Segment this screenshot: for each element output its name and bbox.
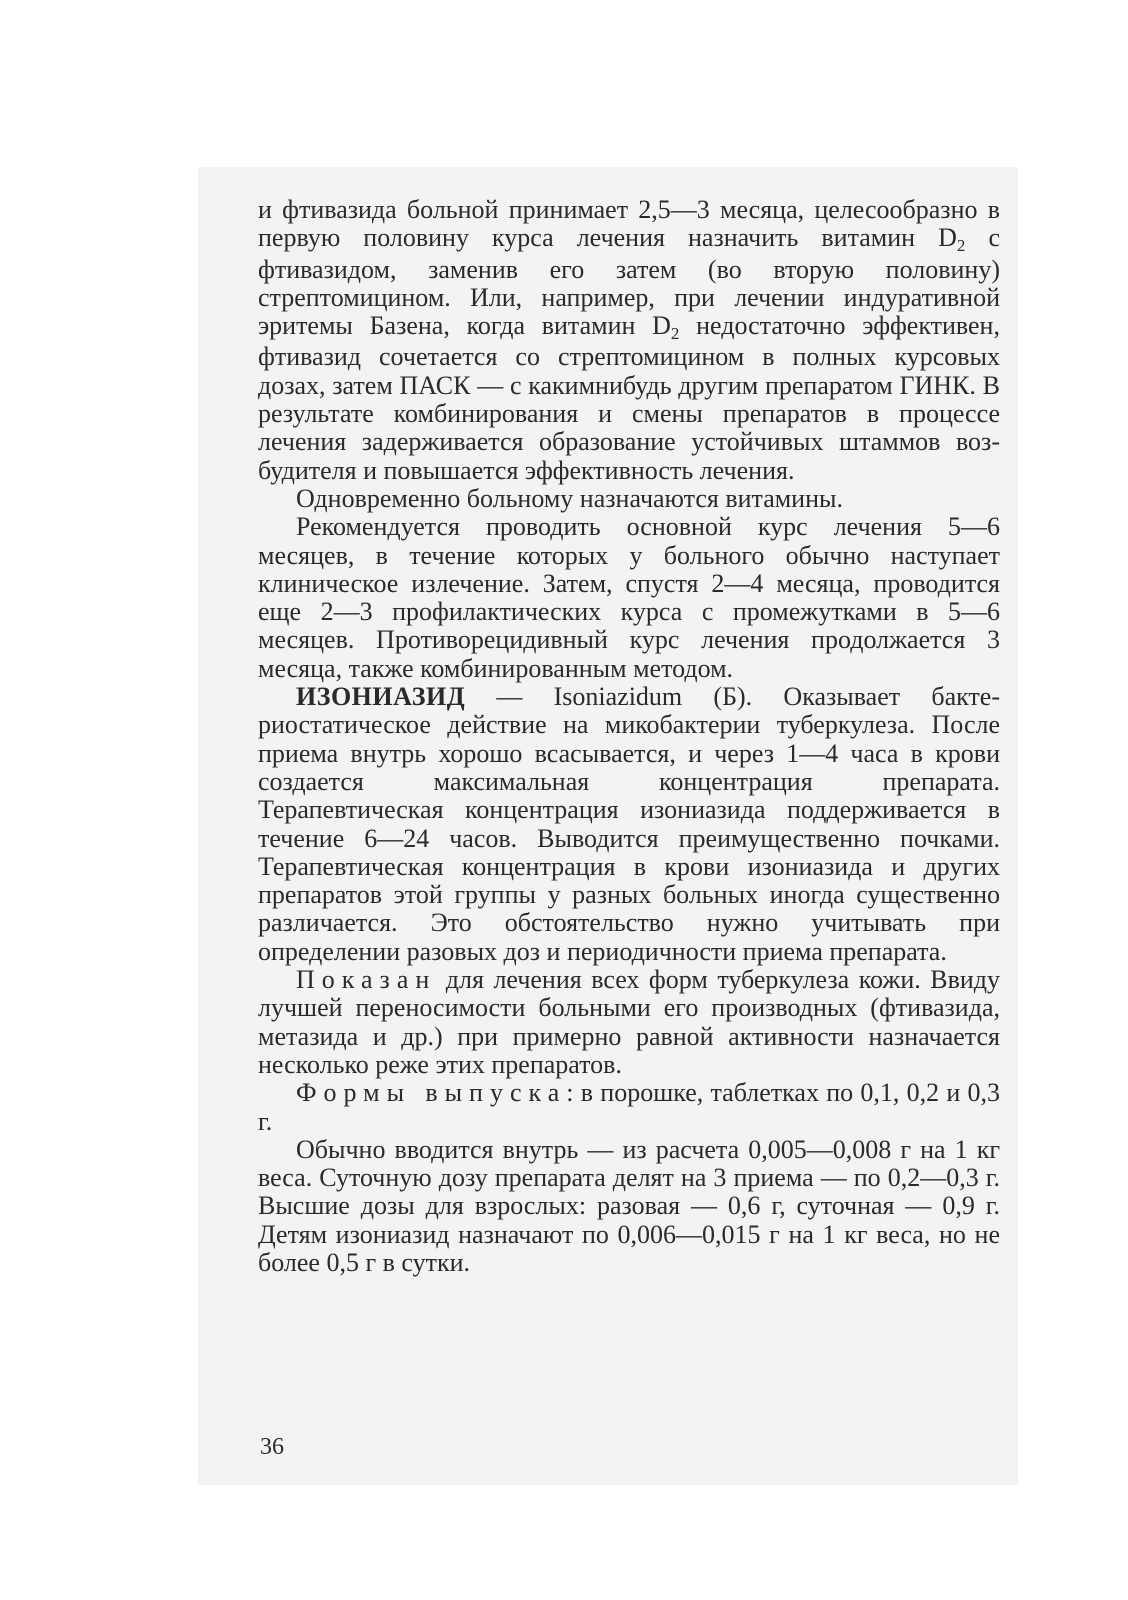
- page-number: 36: [260, 1434, 284, 1460]
- spaced-emphasis: Формы выпуска: [296, 1078, 567, 1108]
- body-text: [258, 196, 1000, 1277]
- paragraph: [258, 966, 1000, 1079]
- text-run: для лечения всех форм туберкулеза кожи. Ввиду лучшей переносимости больными его производных (фтивазида, метазида и др.) при примерно равной активности назначается несколько реже этих препаратов.: [258, 965, 1000, 1079]
- paragraph: [258, 485, 1000, 513]
- text-run: Одновременно больному назначаются витамины.: [296, 483, 843, 513]
- drug-name-heading: ИЗОНИАЗИД: [296, 682, 466, 712]
- text-run: : в порошке, таблетках по 0,1, 0,2 и 0,3 г.: [258, 1078, 1000, 1136]
- text-run: — Isoniazidum (Б). Оказывает бактериостатическое действие на микобактерии туберкулеза. После приема внутрь хорошо всасывается, и через 1—4 часа в крови создается максимальная концентрация препарата. Терапевтическая концентрация изониазида поддерживается в течение 6—24 часов. Выводится преимущественно почками. Терапевтическая концентрация в крови изониазида и других препаратов этой группы у разных больных иногда существенно различается. Это обстоятельство нужно учитывать при определении разовых доз и периодичности приема препарата.: [258, 682, 1000, 966]
- paragraph: [258, 683, 1000, 966]
- text-run: недостаточно эффективен, фтивазид сочетается со стрептомицином в полных курсовых дозах, затем ПАСК — с какимнибудь другим препаратом ГИНК. В результате комбинирования и смены препаратов в процессе лечения задерживается образование устойчивых штаммов возбудителя и повышается эффективность лечения.: [258, 311, 1000, 485]
- text-run: Рекомендуется проводить основной курс лечения 5—6 месяцев, в течение которых у больного обычно наступает клиническое излечение. Затем, спустя 2—4 месяца, проводится еще 2—3 профилактических курса с промежутками в 5—6 месяцев. Противорецидивный курс лечения продолжается 3 месяца, также комбинированным методом.: [258, 512, 1000, 683]
- text-run: Обычно вводится внутрь — из расчета 0,005—0,008 г на 1 кг веса. Суточную дозу препарата делят на 3 приема — по 0,2—0,3 г. Высшие дозы для взрослых: разовая — 0,6 г, суточная — 0,9 г. Детям изониазид назначают по 0,006—0,015 г на 1 кг веса, но не более 0,5 г в сутки.: [258, 1134, 1000, 1277]
- spaced-emphasis: Показан: [296, 965, 437, 995]
- paragraph: [258, 513, 1000, 683]
- paragraph: [258, 196, 1000, 485]
- paragraph: [258, 1079, 1000, 1136]
- subscript: 2: [956, 236, 966, 256]
- paragraph: [258, 1136, 1000, 1277]
- subscript: 2: [670, 324, 680, 344]
- text-run: и фтивазида больной принимает 2,5—3 месяца, целесообразно в первую половину курса лечения назначить витамин D: [258, 195, 1000, 253]
- text-run: с фтивазидом, заменив его затем (во вторую половину) стрептомицином. Или, например, при лечении индуративной эритемы Базена, когда витамин D: [258, 223, 1000, 341]
